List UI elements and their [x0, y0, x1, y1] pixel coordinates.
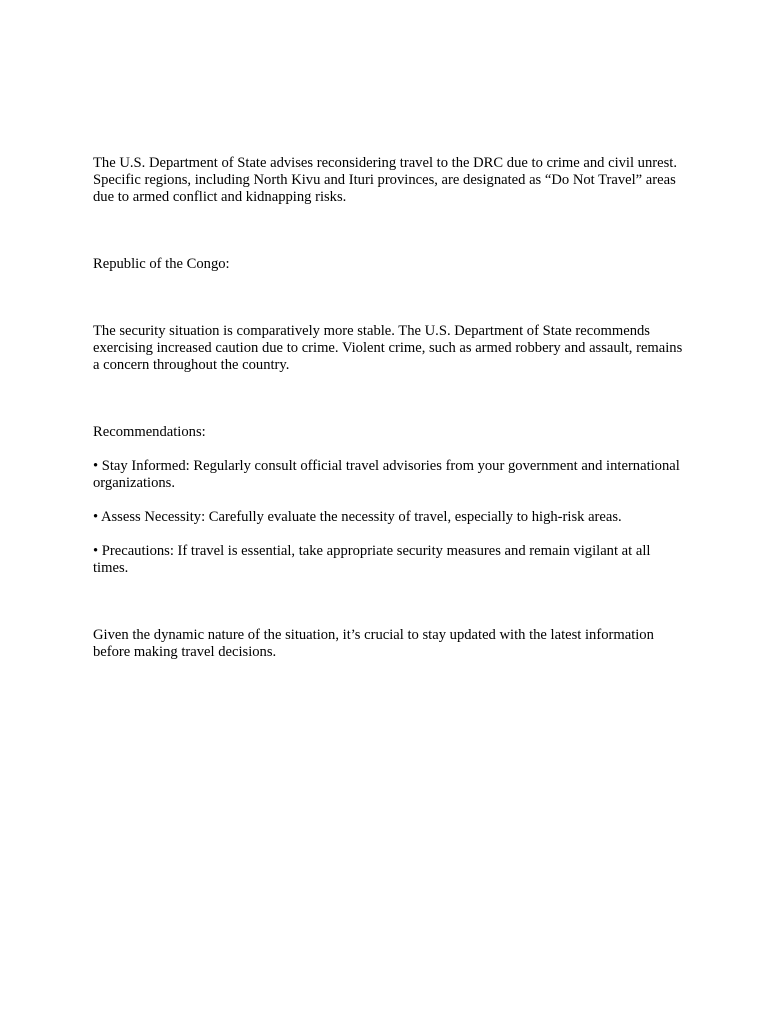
document-body: [93, 155, 683, 661]
roc-advisory-paragraph: The security situation is comparatively more stable. The U.S. Department of State recommends exercising increased caution due to crime. Violent crime, such as armed robbery and assault, remains a concern throughout the country.: [93, 323, 683, 373]
bullet-assess-necessity: • Assess Necessity: Carefully evaluate the necessity of travel, especially to high-risk areas.: [93, 509, 622, 525]
paragraph-spacer: [93, 441, 683, 458]
bullet-stay-informed: • Stay Informed: Regularly consult official travel advisories from your government and international organizations.: [93, 458, 680, 491]
closing-paragraph: Given the dynamic nature of the situation, it’s crucial to stay updated with the latest information before making travel decisions.: [93, 627, 654, 660]
paragraph-spacer: [93, 273, 683, 323]
paragraph-spacer: [93, 374, 683, 424]
roc-heading: Republic of the Congo:: [93, 256, 230, 272]
paragraph-spacer: [93, 526, 683, 543]
paragraph-spacer: [93, 206, 683, 256]
bullet-precautions: • Precautions: If travel is essential, take appropriate security measures and remain vigilant at all times.: [93, 543, 651, 576]
recommendations-heading: Recommendations:: [93, 424, 206, 440]
paragraph-spacer: [93, 577, 683, 627]
drc-advisory-paragraph: The U.S. Department of State advises reconsidering travel to the DRC due to crime and civil unrest. Specific regions, including North Kivu and Ituri provinces, are designated as “Do Not Travel” areas due to armed conflict and kidnapping risks.: [93, 155, 677, 205]
paragraph-spacer: [93, 492, 683, 509]
